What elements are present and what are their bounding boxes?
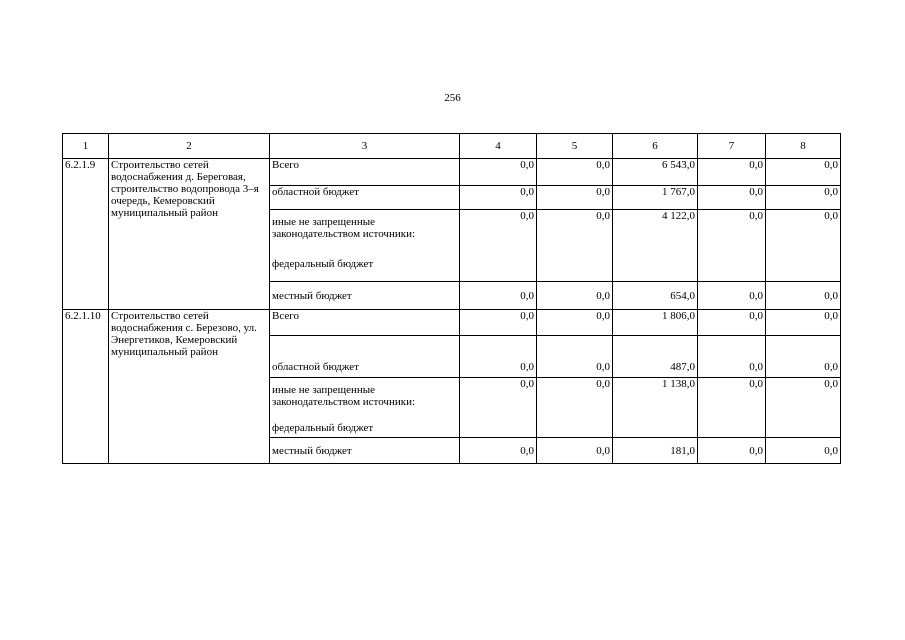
value-cell: 0,0 <box>537 310 613 336</box>
value-cell: 0,0 <box>537 159 613 186</box>
value-cell: 0,0 <box>460 438 537 464</box>
other-sources-label: иные не запрещенные законодательством источники: <box>272 384 416 408</box>
row-label: местный бюджет <box>270 438 460 464</box>
value-cell: 0,0 <box>766 378 841 438</box>
value-cell: 0,0 <box>698 310 766 336</box>
value-cell: 0,0 <box>460 159 537 186</box>
value-cell: 0,0 <box>460 282 537 310</box>
value-cell: 0,0 <box>766 159 841 186</box>
col-header-4: 4 <box>460 134 537 159</box>
value-cell: 0,0 <box>537 336 613 378</box>
item-code: 6.2.1.9 <box>63 159 109 310</box>
col-header-3: 3 <box>270 134 460 159</box>
value-cell: 1 138,0 <box>613 378 698 438</box>
value-cell: 0,0 <box>460 210 537 282</box>
row-label <box>270 210 460 282</box>
value-cell: 0,0 <box>766 438 841 464</box>
value-cell: 654,0 <box>613 282 698 310</box>
col-header-7: 7 <box>698 134 766 159</box>
value-cell: 0,0 <box>698 378 766 438</box>
value-cell: 0,0 <box>698 438 766 464</box>
value-cell: 181,0 <box>613 438 698 464</box>
value-cell: 0,0 <box>698 210 766 282</box>
value-cell: 0,0 <box>766 282 841 310</box>
value-cell: 0,0 <box>537 210 613 282</box>
col-header-6: 6 <box>613 134 698 159</box>
row-label: Всего <box>270 159 460 186</box>
item-name: Строительство сетей водоснабжения д. Береговая, строительство водопровода 3–я очередь, Кемеровский муниципальный район <box>109 159 270 310</box>
item-name: Строительство сетей водоснабжения с. Березово, ул. Энергетиков, Кемеровский муниципальный район <box>109 310 270 464</box>
row-label: областной бюджет <box>270 186 460 210</box>
value-cell: 0,0 <box>460 378 537 438</box>
table-row <box>63 310 841 336</box>
col-header-5: 5 <box>537 134 613 159</box>
col-header-1: 1 <box>63 134 109 159</box>
value-cell: 0,0 <box>698 282 766 310</box>
value-cell: 4 122,0 <box>613 210 698 282</box>
value-cell: 0,0 <box>537 186 613 210</box>
value-cell: 0,0 <box>460 186 537 210</box>
value-cell: 0,0 <box>537 282 613 310</box>
item-code: 6.2.1.10 <box>63 310 109 464</box>
value-cell: 0,0 <box>537 438 613 464</box>
table-row <box>63 159 841 186</box>
other-sources-label: иные не запрещенные законодательством источники: <box>272 216 416 240</box>
row-label: Всего <box>270 310 460 336</box>
value-cell: 0,0 <box>460 336 537 378</box>
value-cell: 0,0 <box>698 159 766 186</box>
row-label-sub: федеральный бюджет <box>272 422 374 434</box>
value-cell: 0,0 <box>766 336 841 378</box>
row-label <box>270 378 460 438</box>
value-cell: 487,0 <box>613 336 698 378</box>
value-cell: 6 543,0 <box>613 159 698 186</box>
value-cell: 0,0 <box>460 310 537 336</box>
col-header-8: 8 <box>766 134 841 159</box>
value-cell: 0,0 <box>698 186 766 210</box>
value-cell: 0,0 <box>766 310 841 336</box>
header-row <box>63 134 841 159</box>
value-cell: 0,0 <box>766 186 841 210</box>
col-header-2: 2 <box>109 134 270 159</box>
row-label-sub: федеральный бюджет <box>272 258 374 270</box>
row-label: областной бюджет <box>270 336 460 378</box>
value-cell: 0,0 <box>698 336 766 378</box>
value-cell: 0,0 <box>766 210 841 282</box>
value-cell: 1 806,0 <box>613 310 698 336</box>
page-number: 256 <box>444 92 461 104</box>
value-cell: 1 767,0 <box>613 186 698 210</box>
budget-table <box>62 133 841 464</box>
row-label: местный бюджет <box>270 282 460 310</box>
value-cell: 0,0 <box>537 378 613 438</box>
